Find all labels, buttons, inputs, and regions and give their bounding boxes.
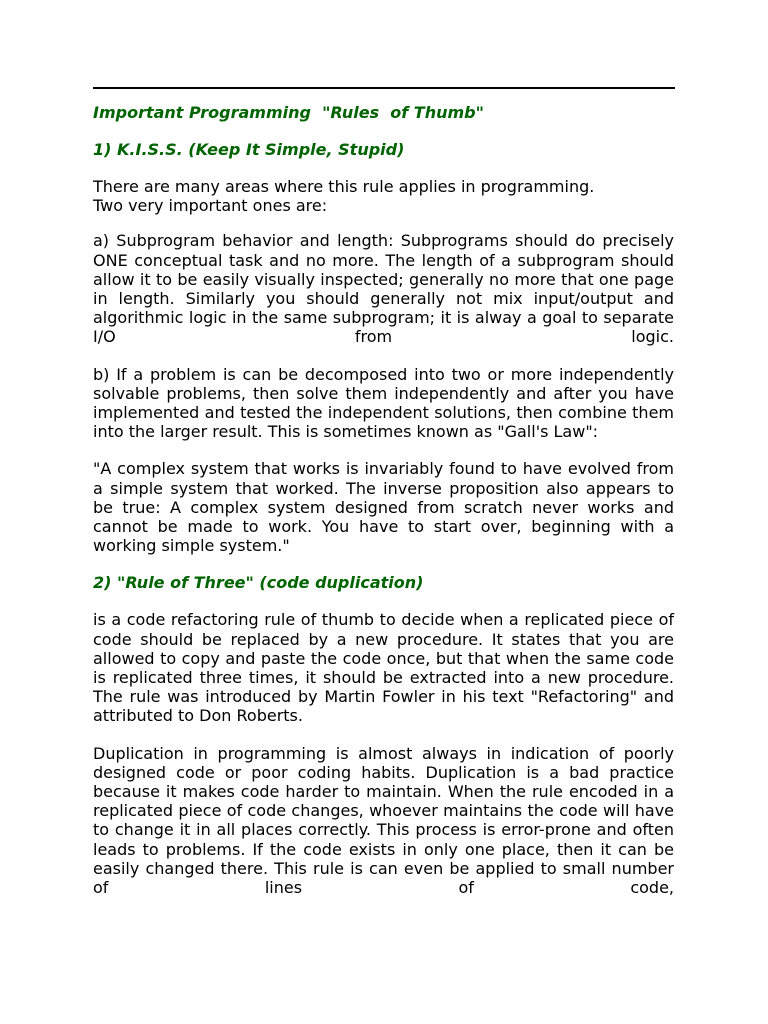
paragraph-b: b) If a problem is can be decomposed into two or more independently solvable problems, then solve them independently and after you have implemented and tested the independent solutions, then combine them into the larger result. This is sometimes known as "Gall's Law": bbox=[93, 364, 674, 442]
galls-law-quote: "A complex system that works is invariably found to have evolved from a simple system that worked. The inverse proposition also appears to be true: A complex system designed from scratch never works and cannot be made to work. You have to start over, beginning with a working simple system." bbox=[93, 459, 674, 556]
section-1-heading: 1) K.I.S.S. (Keep It Simple, Stupid) bbox=[93, 140, 405, 159]
duplication-paragraph: Duplication in programming is almost always in indication of poorly designed code or poor coding habits. Duplication is a bad practice because it makes code harder to maintain. When the rule encoded in a replicated piece of code changes, whoever maintains the code will have to change it in all places correctly. This process is error-prone and often leads to problems. If the code exists in only one place, then it can be easily changed there. This rule is can even be applied to small number of lines of code, bbox=[93, 743, 674, 898]
document-title: Important Programming "Rules of Thumb" bbox=[93, 103, 484, 122]
document-body bbox=[93, 101, 674, 897]
intro-line-1: There are many areas where this rule applies in programming. bbox=[93, 177, 595, 196]
paragraph-a: a) Subprogram behavior and length: Subprograms should do precisely ONE conceptual task and no more. The length of a subprogram should allow it to be easily visually inspected; generally no more that one page in length. Similarly you should generally not mix input/output and algorithmic logic in the same subprogram; it is alway a goal to separate I/O from logic. bbox=[93, 231, 674, 347]
section-2-heading: 2) "Rule of Three" (code duplication) bbox=[93, 573, 424, 593]
rule-of-three-paragraph: is a code refactoring rule of thumb to decide when a replicated piece of code should be replaced by a new procedure. It states that you are allowed to copy and paste the code once, but that when the same code is replicated three times, it should be extracted into a new procedure. The rule was introduced by Martin Fowler in his text "Refactoring" and attributed to Don Roberts. bbox=[93, 610, 674, 726]
top-horizontal-rule bbox=[93, 87, 675, 89]
intro-line-2: Two very important ones are: bbox=[93, 196, 328, 216]
intro-paragraph bbox=[93, 177, 674, 215]
